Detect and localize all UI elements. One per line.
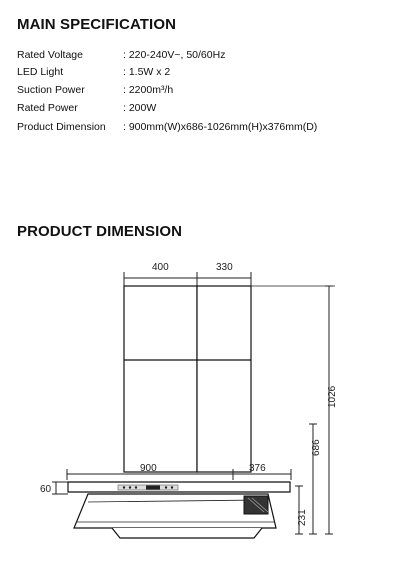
main-specification-heading: MAIN SPECIFICATION — [17, 16, 177, 33]
chimney-front-panel — [124, 286, 197, 472]
spec-value: : 200W — [123, 102, 157, 114]
spec-value: : 220-240V~, 50/60Hz — [123, 49, 226, 61]
spec-label: Product Dimension — [17, 121, 106, 133]
spec-label: LED Light — [17, 66, 64, 78]
label-glass-height: 231 — [297, 509, 308, 526]
label-hood-depth: 376 — [249, 463, 266, 474]
dimension-drawing — [0, 260, 400, 560]
spec-value: : 900mm(W)x686-1026mm(H)x376mm(D) — [123, 121, 318, 133]
label-min-height: 686 — [311, 439, 322, 456]
label-max-height: 1026 — [327, 385, 338, 408]
label-chimney-width: 400 — [152, 262, 169, 273]
spec-label: Rated Power — [17, 102, 78, 114]
label-chimney-depth: 330 — [216, 262, 233, 273]
hood-top-panel — [68, 482, 290, 492]
chimney-side-panel — [197, 286, 251, 472]
spec-value: : 2200m³/h — [123, 84, 174, 96]
product-dimension-heading: PRODUCT DIMENSION — [17, 223, 183, 240]
spec-label: Suction Power — [17, 84, 85, 96]
spec-value: : 1.5W x 2 — [123, 66, 171, 78]
label-hood-thickness: 60 — [40, 484, 52, 495]
spec-label: Rated Voltage — [17, 49, 83, 61]
label-hood-width: 900 — [140, 463, 157, 474]
